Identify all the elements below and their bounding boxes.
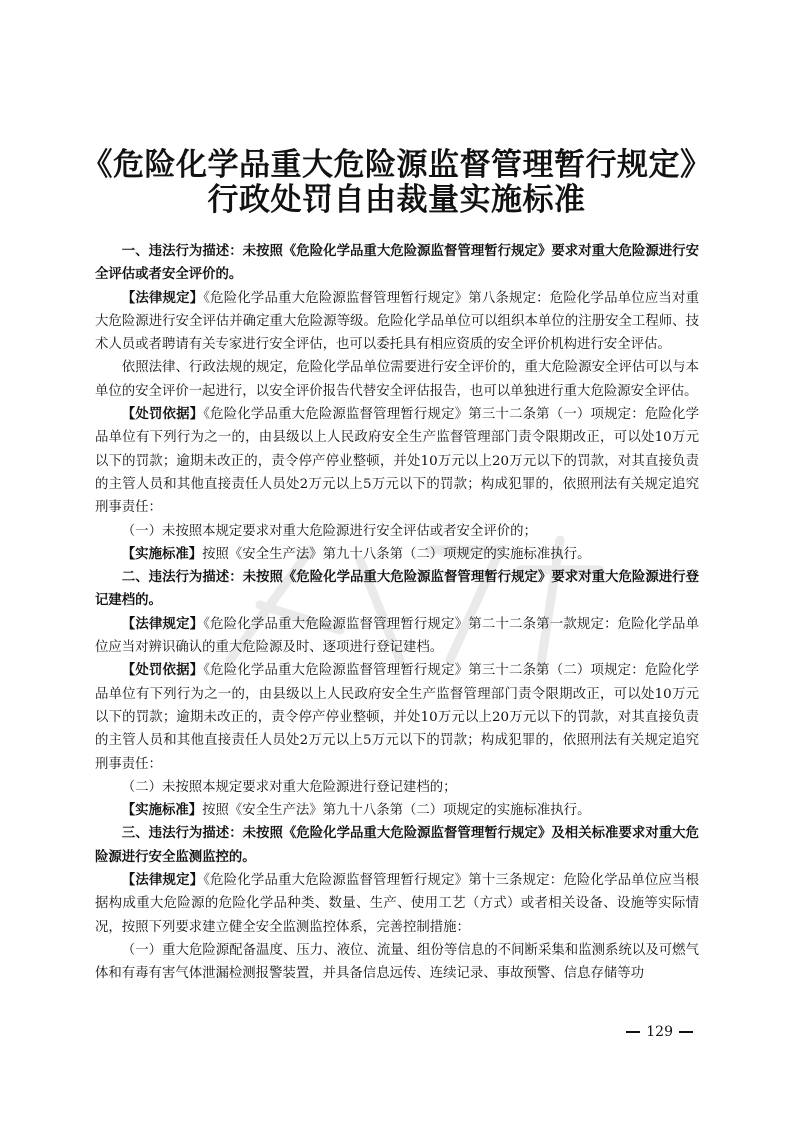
section-2-heading: 二、违法行为描述：未按照《危险化学品重大危险源监督管理暂行规定》要求对重大危险源进行登记建档的。 [95, 569, 699, 609]
section-1-heading: 一、违法行为描述：未按照《危险化学品重大危险源监督管理暂行规定》要求对重大危险源进行安全评估或者安全评价的。 [95, 243, 699, 283]
standard-tag: 【实施标准】 [121, 545, 203, 562]
section-1-basis [95, 403, 699, 519]
law-tag: 【法律规定】 [121, 289, 204, 306]
section-2-basis [95, 659, 699, 775]
page-number-value: 129 [646, 1024, 673, 1040]
basis-text: 《危险化学品重大危险源监督管理暂行规定》第三十二条第（一）项规定：危险化学品单位有下列行为之一的，由县级以上人民政府安全生产监督管理部门责令限期改正，可以处10万元以下的罚款；逾期未改正的，责令停产停业整顿，并处10万元以上20万元以下的罚款，对其直接负责的主管人员和其他直接责任人员处2万元以上5万元以下的罚款；构成犯罪的，依照刑法有关规定追究刑事责任： [95, 407, 699, 516]
law-tag: 【法律规定】 [121, 872, 204, 889]
standard-text: 按照《安全生产法》第九十八条第（二）项规定的实施标准执行。 [202, 803, 591, 819]
section-2-law [95, 613, 699, 660]
law-text: 《危险化学品重大危险源监督管理暂行规定》第八条规定：危险化学品单位应当对重大危险源进行安全评估并确定重大危险源等级。危险化学品单位可以组织本单位的注册安全工程师、技术人员或者聘请有关专家进行安全评估，也可以委托具有相应资质的安全评价机构进行安全评估。 [95, 290, 699, 353]
basis-tag: 【处罚依据】 [121, 662, 204, 679]
page-number [620, 1022, 699, 1042]
standard-text: 按照《安全生产法》第九十八条第（二）项规定的实施标准执行。 [202, 546, 591, 562]
law-text: 《危险化学品重大危险源监督管理暂行规定》第二十二条第一款规定：危险化学品单位应当对辨识确认的重大危险源及时、逐项进行登记建档。 [95, 616, 699, 656]
standard-tag: 【实施标准】 [121, 802, 203, 819]
page-number-dash-left [626, 1031, 640, 1033]
basis-tag: 【处罚依据】 [121, 406, 204, 423]
section-3-item: （一）重大危险源配备温度、压力、液位、流量、组份等信息的不间断采集和监测系统以及可燃气体和有毒有害气体泄漏检测报警装置，并具备信息远传、连续记录、事故预警、信息存储等功 [95, 942, 699, 982]
law-text: 《危险化学品重大危险源监督管理暂行规定》第十三条规定：危险化学品单位应当根据构成重大危险源的危险化学品种类、数量、生产、使用工艺（方式）或者相关设备、设施等实际情况，按照下列要求建立健全安全监测监控体系，完善控制措施： [95, 873, 699, 935]
section-1-law [95, 287, 699, 357]
section-2-item: （二）未按照本规定要求对重大危险源进行登记建档的； [121, 779, 457, 795]
law-tag: 【法律规定】 [121, 615, 204, 632]
section-1-item: （一）未按照本规定要求对重大危险源进行安全评估或者安全评价的； [121, 523, 537, 539]
section-3-law [95, 869, 699, 939]
basis-text: 《危险化学品重大危险源监督管理暂行规定》第三十二条第（二）项规定：危险化学品单位有下列行为之一的，由县级以上人民政府安全生产监督管理部门责令限期改正，可以处10万元以下的罚款；逾期未改正的，责令停产停业整顿，并处10万元以上20万元以下的罚款，对其直接负责的主管人员和其他直接责任人员处2万元以上5万元以下的罚款；构成犯罪的，依照刑法有关规定追究刑事责任： [95, 663, 699, 772]
page-number-dash-right [679, 1031, 693, 1033]
section-2-standard [95, 799, 699, 822]
section-1-standard [95, 543, 699, 566]
document-title-line2: 行政处罚自由裁量实施标准 [207, 182, 586, 218]
section-3-heading: 三、违法行为描述：未按照《危险化学品重大危险源监督管理暂行规定》及相关标准要求对重大危险源进行安全监测监控的。 [95, 825, 699, 865]
document-title-line1: 《危险化学品重大危险源监督管理暂行规定》 [81, 147, 712, 183]
document-body [95, 240, 699, 986]
section-1-law-2: 依照法律、行政法规的规定，危险化学品单位需要进行安全评价的，重大危险源安全评估可以与本单位的安全评价一起进行，以安全评价报告代替安全评估报告，也可以单独进行重大危险源安全评估。 [95, 360, 699, 399]
